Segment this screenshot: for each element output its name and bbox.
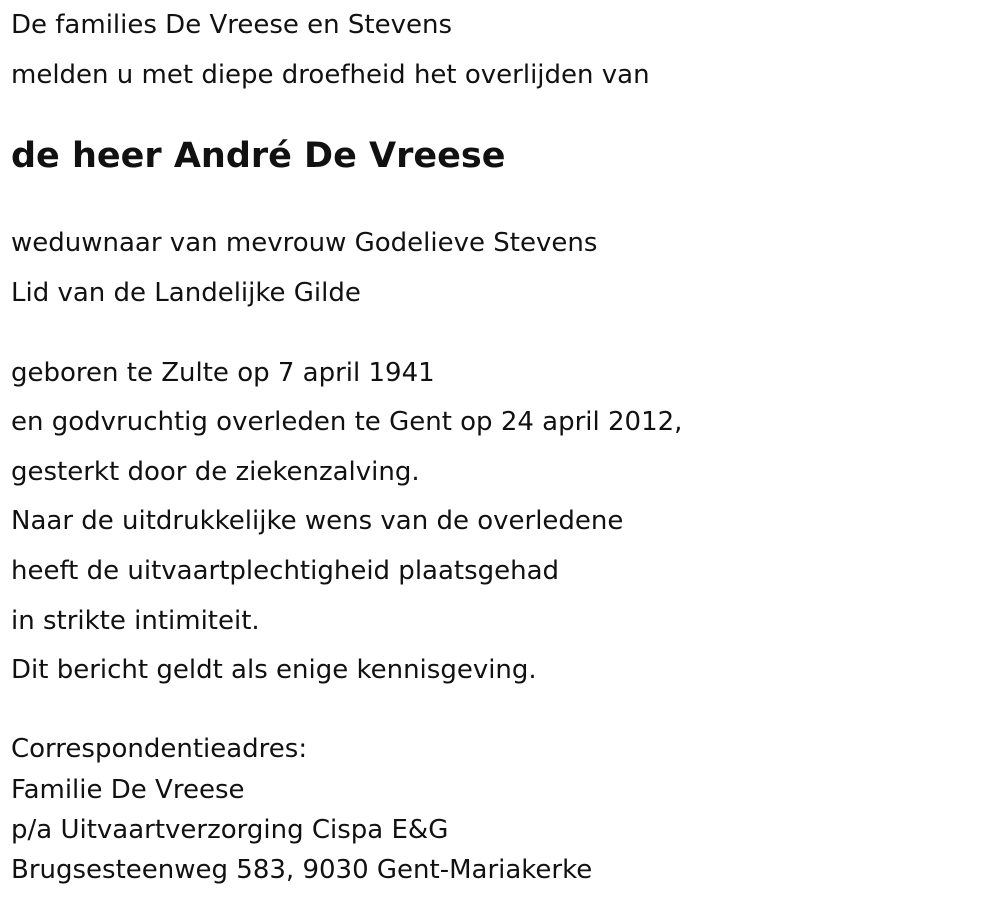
- detail-notice: Dit bericht geldt als enige kennisgeving.: [11, 655, 537, 685]
- correspondence-family: Familie De Vreese: [11, 775, 245, 805]
- intro-line-families: De families De Vreese en Stevens: [11, 10, 452, 40]
- detail-death: en godvruchtig overleden te Gent op 24 april 2012,: [11, 407, 683, 437]
- detail-funeral: heeft de uitvaartplechtigheid plaatsgehad: [11, 556, 560, 586]
- detail-wish: Naar de uitdrukkelijke wens van de overledene: [11, 506, 624, 536]
- intro-line-announcement: melden u met diepe droefheid het overlijden van: [11, 60, 650, 90]
- detail-birth: geboren te Zulte op 7 april 1941: [11, 358, 435, 388]
- deceased-name: de heer André De Vreese: [11, 136, 506, 176]
- correspondence-heading: Correspondentieadres:: [11, 734, 308, 764]
- correspondence-address: Brugsesteenweg 583, 9030 Gent-Mariakerke: [11, 855, 593, 885]
- relation-widower: weduwnaar van mevrouw Godelieve Stevens: [11, 228, 598, 258]
- detail-sacrament: gesterkt door de ziekenzalving.: [11, 457, 420, 487]
- correspondence-care-of: p/a Uitvaartverzorging Cispa E&G: [11, 815, 449, 845]
- relation-membership: Lid van de Landelijke Gilde: [11, 278, 361, 308]
- detail-intimacy: in strikte intimiteit.: [11, 606, 260, 636]
